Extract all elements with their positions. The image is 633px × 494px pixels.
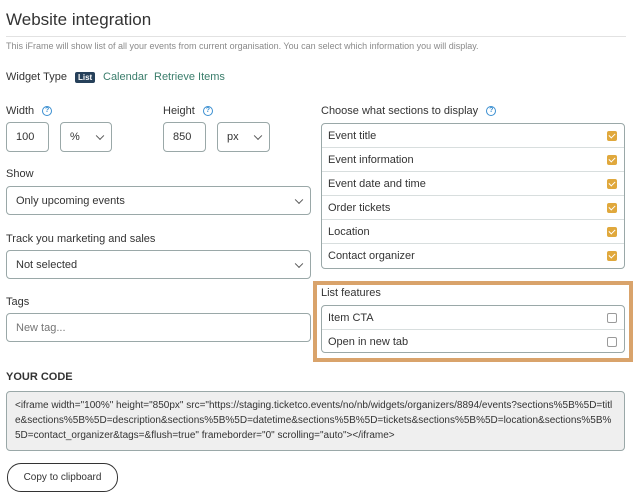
height-help-icon[interactable]: ?	[203, 106, 213, 116]
width-value: 100	[16, 131, 35, 143]
sections-label-text: Choose what sections to display	[321, 105, 479, 117]
checkbox-unchecked-icon[interactable]	[607, 313, 617, 323]
section-item-label: Order tickets	[328, 201, 391, 214]
sections-help-icon[interactable]: ?	[486, 106, 496, 116]
width-label	[6, 105, 52, 117]
feature-item-cta[interactable]	[322, 306, 624, 330]
title-divider	[6, 36, 626, 37]
list-features-list	[321, 305, 625, 353]
section-item-label: Location	[328, 225, 370, 238]
tracking-selected: Not selected	[16, 258, 78, 271]
section-item-order-tickets[interactable]	[322, 196, 624, 220]
height-value: 850	[173, 131, 192, 143]
section-item-label: Event title	[328, 129, 377, 142]
tab-calendar[interactable]: Calendar	[103, 71, 148, 83]
height-unit-value: px	[227, 131, 239, 143]
copy-to-clipboard-button[interactable]: Copy to clipboard	[7, 463, 118, 492]
tags-input[interactable]	[6, 313, 311, 342]
code-textarea[interactable]: <iframe width="100%" height="850px" src="https://staging.ticketco.events/no/nb/widgets/organizers/8894/events?sections%5B%5D=title&sections%5B%5D=description&sections%5B%5D=datetime&sections%5B%5D=tickets&sections%5B%5D=location&sections%5B%5D=contact_organizer&tags=&flush=true" frameborder="0" scrolling="auto"></iframe>	[6, 391, 625, 451]
height-label-text: Height	[163, 105, 195, 117]
section-item-event-title[interactable]	[322, 124, 624, 148]
chevron-down-icon	[254, 132, 262, 140]
section-item-label: Event information	[328, 153, 414, 166]
width-unit-value: %	[70, 131, 80, 143]
show-select[interactable]	[6, 186, 311, 215]
section-item-contact-organizer[interactable]	[322, 244, 624, 268]
checkbox-checked-icon[interactable]	[607, 251, 617, 261]
code-label: YOUR CODE	[6, 371, 73, 383]
tags-label: Tags	[6, 296, 30, 308]
width-input[interactable]	[6, 122, 49, 152]
checkbox-checked-icon[interactable]	[607, 227, 617, 237]
section-item-event-information[interactable]	[322, 148, 624, 172]
checkbox-unchecked-icon[interactable]	[607, 337, 617, 347]
width-label-text: Width	[6, 105, 35, 117]
chevron-down-icon	[96, 132, 104, 140]
section-item-label: Contact organizer	[328, 250, 415, 262]
sections-label	[321, 105, 496, 117]
width-unit-select[interactable]	[60, 122, 112, 152]
checkbox-checked-icon[interactable]	[607, 179, 617, 189]
width-help-icon[interactable]: ?	[42, 106, 52, 116]
widget-type-label: Widget Type	[6, 71, 67, 83]
tracking-label: Track you marketing and sales	[6, 233, 156, 245]
section-item-location[interactable]	[322, 220, 624, 244]
show-selected: Only upcoming events	[16, 194, 125, 207]
checkbox-checked-icon[interactable]	[607, 131, 617, 141]
feature-item-open-new-tab[interactable]	[322, 330, 624, 354]
sections-list	[321, 123, 625, 269]
height-unit-select[interactable]	[217, 122, 270, 152]
feature-item-label: Item CTA	[328, 311, 374, 324]
height-input[interactable]	[163, 122, 206, 152]
list-features-label: List features	[321, 287, 381, 299]
page-description: This iFrame will show list of all your events from current organisation. You can select which information you will display.	[6, 41, 479, 51]
tab-retrieve-items[interactable]: Retrieve Items	[154, 71, 225, 83]
checkbox-checked-icon[interactable]	[607, 203, 617, 213]
checkbox-checked-icon[interactable]	[607, 155, 617, 165]
chevron-down-icon	[295, 195, 303, 203]
tab-list[interactable]: List	[75, 72, 95, 83]
chevron-down-icon	[295, 259, 303, 267]
tracking-select[interactable]	[6, 250, 311, 279]
feature-item-label: Open in new tab	[328, 336, 409, 348]
show-label: Show	[6, 168, 34, 180]
height-label	[163, 105, 213, 117]
page-title: Website integration	[6, 10, 152, 29]
section-item-label: Event date and time	[328, 177, 426, 190]
section-item-event-date-time[interactable]	[322, 172, 624, 196]
